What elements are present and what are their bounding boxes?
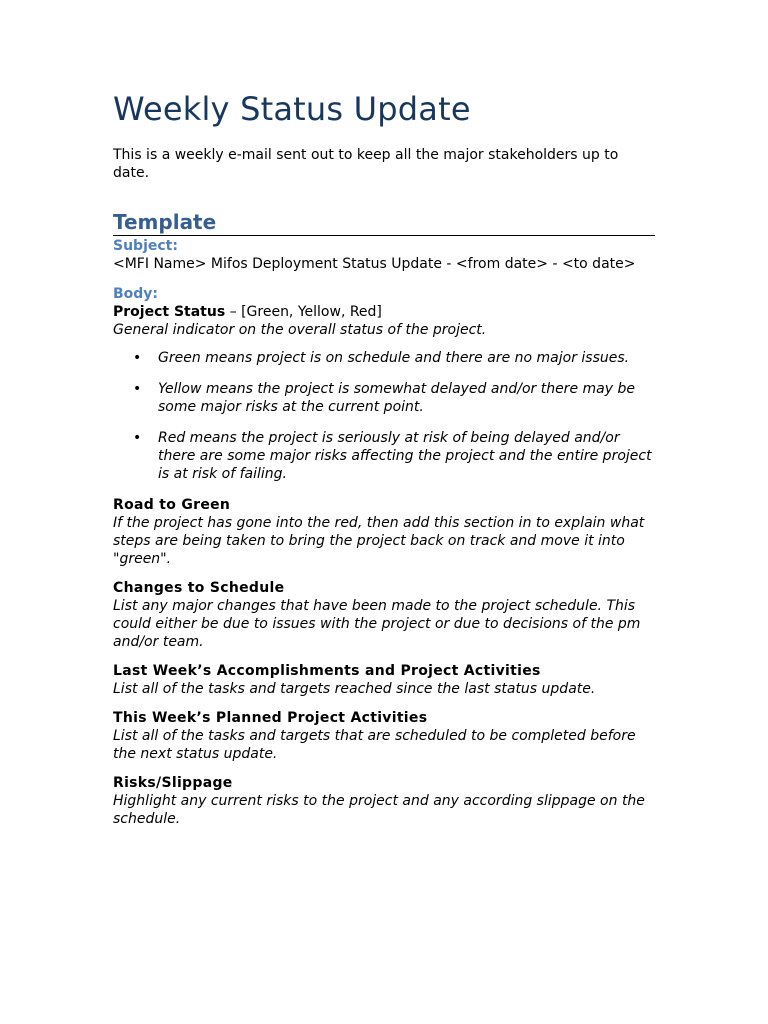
- section-heading: Changes to Schedule: [113, 580, 285, 596]
- bullet-marker: •: [133, 350, 142, 366]
- project-status-separator: –: [225, 304, 242, 320]
- template-heading: Template: [113, 210, 655, 236]
- project-status-line: [113, 303, 655, 321]
- section-road-to-green: [113, 496, 655, 568]
- section-heading: Road to Green: [113, 497, 231, 513]
- bullet-text: Red means the project is seriously at risk of being delayed and/or there are some major risks affecting the project and the entire project is at risk of failing.: [158, 430, 652, 482]
- bullet-text: Yellow means the project is somewhat delayed and/or there may be some major risks at the current point.: [158, 381, 635, 415]
- document-content: [113, 86, 655, 828]
- section-heading: This Week’s Planned Project Activities: [113, 710, 428, 726]
- status-bullet-list: [113, 349, 655, 483]
- bullet-text: Green means project is on schedule and there are no major issues.: [158, 350, 630, 366]
- section-this-week-planned: [113, 709, 655, 763]
- section-text: List all of the tasks and targets that are scheduled to be completed before the next status update.: [113, 728, 636, 762]
- subject-label: Subject:: [113, 238, 178, 254]
- document-title: Weekly Status Update: [113, 90, 471, 128]
- body-label: Body:: [113, 286, 159, 302]
- project-status-options: [Green, Yellow, Red]: [241, 304, 382, 320]
- section-text: If the project has gone into the red, then add this section in to explain what steps are being taken to bring the project back on track and move it into "green".: [113, 515, 645, 567]
- section-text: List any major changes that have been made to the project schedule. This could either be due to issues with the project or due to decisions of the pm and/or team.: [113, 598, 641, 650]
- bullet-marker: •: [133, 381, 142, 397]
- intro-paragraph: This is a weekly e-mail sent out to keep all the major stakeholders up to date.: [113, 147, 619, 181]
- subject-text: <MFI Name> Mifos Deployment Status Update - <from date> - <to date>: [113, 256, 636, 272]
- section-text: List all of the tasks and targets reached since the last status update.: [113, 681, 596, 697]
- section-changes-to-schedule: [113, 579, 655, 651]
- section-text: Highlight any current risks to the project and any according slippage on the schedule.: [113, 793, 645, 827]
- section-risks-slippage: [113, 774, 655, 828]
- section-heading: Risks/Slippage: [113, 775, 233, 791]
- section-heading: Last Week’s Accomplishments and Project Activities: [113, 663, 541, 679]
- bullet-marker: •: [133, 430, 142, 446]
- bullet-yellow: [113, 380, 655, 416]
- bullet-red: [113, 429, 655, 483]
- project-status-label: Project Status: [113, 304, 226, 320]
- project-status-description: General indicator on the overall status of the project.: [113, 322, 487, 338]
- bullet-green: [113, 349, 655, 367]
- section-last-week-accomplishments: [113, 662, 655, 698]
